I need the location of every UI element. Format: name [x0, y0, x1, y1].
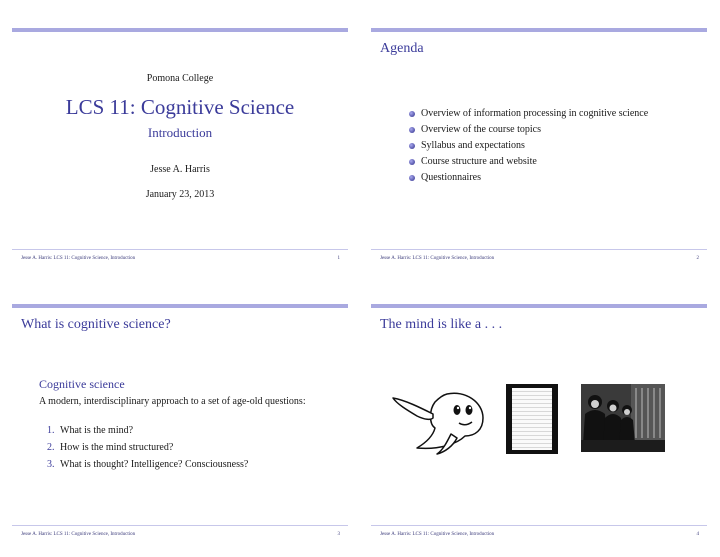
agenda-item: Syllabus and expectations: [409, 138, 648, 154]
paper-sheet: [512, 388, 552, 450]
bullet-icon: [409, 127, 415, 133]
slide-top-bar: [12, 28, 348, 32]
author: Jesse A. Harris: [150, 164, 210, 175]
page-number: 4: [696, 532, 699, 537]
agenda-item: Overview of information processing in cognitive science: [409, 106, 648, 122]
slide-agenda: [371, 20, 707, 275]
slide-title: [12, 20, 348, 275]
slide-top-bar: [12, 304, 348, 308]
footer-text: Jesse A. Harris: LCS 11: Cognitive Science, Introduction: [21, 532, 136, 537]
slide-top-bar: [371, 304, 707, 308]
slide-title-text: What is cognitive science?: [21, 317, 171, 332]
agenda-item: Course structure and website: [409, 154, 648, 170]
page-number: 1: [337, 256, 340, 261]
slide-what-is-cogsci: [12, 296, 348, 551]
slide-top-bar: [371, 28, 707, 32]
slide-mind-is-like: [371, 296, 707, 551]
footer-text: Jesse A. Harris: LCS 11: Cognitive Science, Introduction: [380, 532, 495, 537]
bullet-icon: [409, 143, 415, 149]
page-number: 3: [337, 532, 340, 537]
question-item: 1. What is the mind?: [47, 425, 134, 436]
footer-line: [371, 525, 707, 526]
bullet-icon: [409, 175, 415, 181]
slide-title-text: The mind is like a . . .: [380, 317, 503, 332]
agenda-item: Questionnaires: [409, 170, 648, 186]
institute: Pomona College: [146, 73, 214, 84]
footer-line: [12, 249, 348, 250]
footer-text: Jesse A. Harris: LCS 11: Cognitive Science, Introduction: [21, 256, 136, 261]
question-item: 3. What is thought? Intelligence? Consciousness?: [47, 459, 249, 470]
presentation-subtitle: Introduction: [147, 125, 213, 140]
switchboard-operators-photo: [581, 384, 665, 452]
page-number: 2: [696, 256, 699, 261]
blank-paper-image: [506, 384, 558, 454]
bullet-icon: [409, 111, 415, 117]
question-list: [47, 422, 248, 473]
block-title: Cognitive science: [39, 377, 125, 391]
bullet-icon: [409, 159, 415, 165]
date: January 23, 2013: [145, 189, 215, 200]
slide-title-text: Agenda: [380, 41, 424, 56]
presentation-title: LCS 11: Cognitive Science: [65, 95, 295, 119]
ghost-cartoon-image: [387, 380, 495, 460]
question-item: 2. How is the mind structured?: [47, 442, 174, 453]
footer-line: [371, 249, 707, 250]
agenda-item: Overview of the course topics: [409, 122, 648, 138]
block-text: A modern, interdisciplinary approach to a set of age-old questions:: [39, 396, 306, 407]
agenda-list: [409, 106, 648, 186]
footer-text: Jesse A. Harris: LCS 11: Cognitive Science, Introduction: [380, 256, 495, 261]
footer-line: [12, 525, 348, 526]
